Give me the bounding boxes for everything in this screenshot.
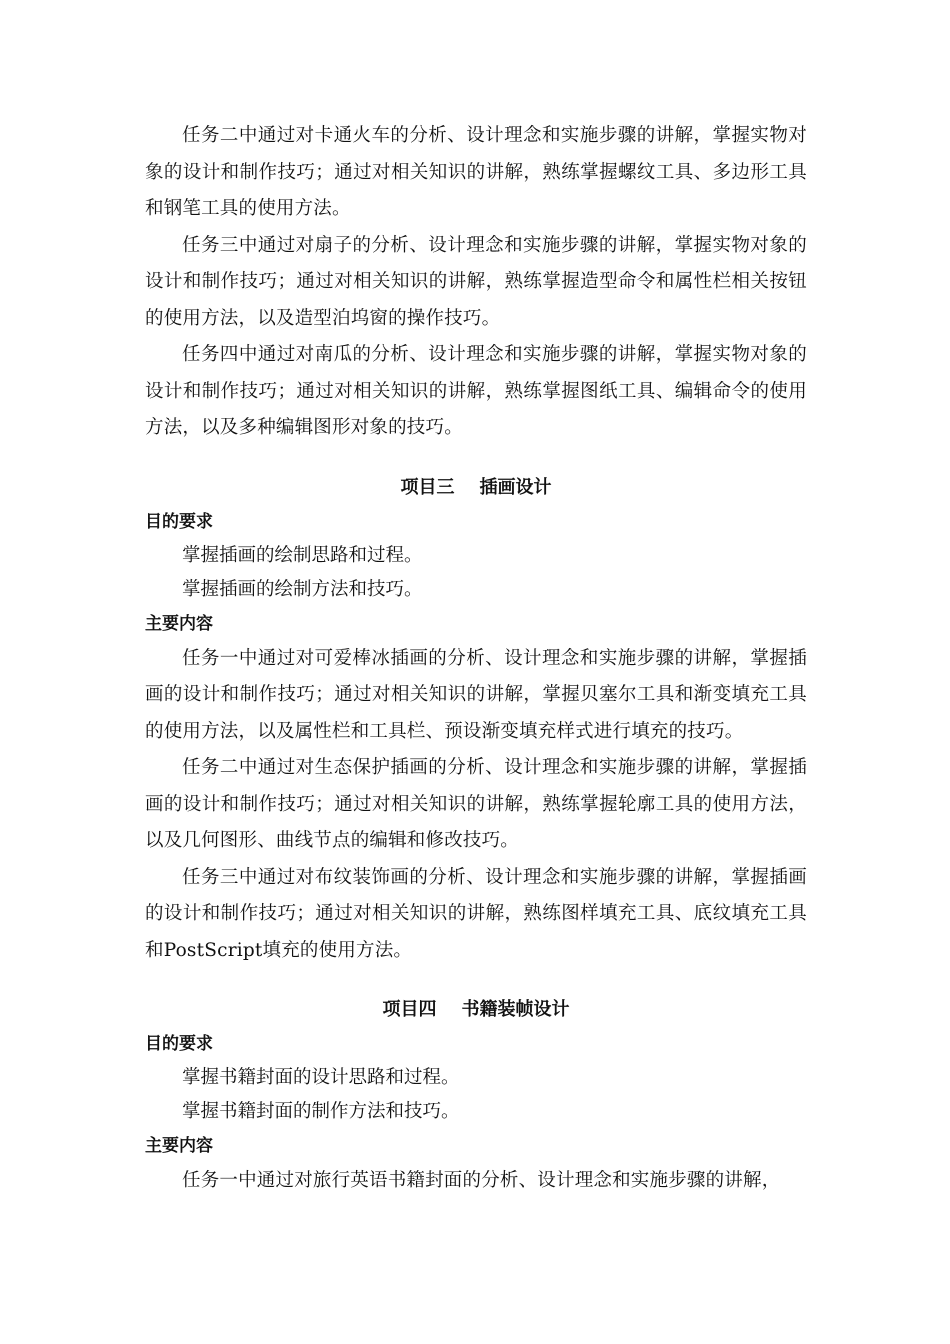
goal-item: 掌握书籍封面的设计思路和过程。: [182, 1067, 460, 1088]
project-three-section: [145, 471, 807, 970]
intro-paragraph: 任务二中通过对卡通火车的分析、设计理念和实施步骤的讲解，掌握实物对象的设计和制作技巧；通过对相关知识的讲解，熟练掌握螺纹工具、多边形工具和钢笔工具的使用方法。: [145, 125, 807, 219]
goal-heading: 目的要求: [145, 1034, 213, 1054]
task-paragraph: 任务一中通过对旅行英语书籍封面的分析、设计理念和实施步骤的讲解，: [182, 1170, 781, 1191]
project-three-title: 项目三 插画设计: [400, 476, 552, 498]
task-paragraph: 任务三中通过对布纹装饰画的分析、设计理念和实施步骤的讲解，掌握插画的设计和制作技巧；通过对相关知识的讲解，熟练图样填充工具、底纹填充工具和PostScript填充的使用方法。: [145, 866, 807, 961]
intro-paragraph: 任务四中通过对南瓜的分析、设计理念和实施步骤的讲解，掌握实物对象的设计和制作技巧；通过对相关知识的讲解，熟练掌握图纸工具、编辑命令的使用方法，以及多种编辑图形对象的技巧。: [145, 344, 807, 438]
content-heading: 主要内容: [145, 1136, 213, 1156]
content-heading: 主要内容: [145, 613, 213, 634]
goal-item: 掌握书籍封面的制作方法和技巧。: [182, 1101, 460, 1122]
document-body: [145, 118, 807, 1200]
goal-heading: 目的要求: [145, 511, 213, 532]
intro-paragraph: 任务三中通过对扇子的分析、设计理念和实施步骤的讲解，掌握实物对象的设计和制作技巧；通过对相关知识的讲解，熟练掌握造型命令和属性栏相关按钮的使用方法，以及造型泊坞窗的操作技巧。: [145, 234, 807, 329]
goal-item: 掌握插画的绘制思路和过程。: [182, 544, 423, 566]
project-four-title: 项目四 书籍装帧设计: [382, 999, 570, 1020]
task-paragraph: 任务一中通过对可爱棒冰插画的分析、设计理念和实施步骤的讲解，掌握插画的设计和制作技巧；通过对相关知识的讲解，掌握贝塞尔工具和渐变填充工具的使用方法，以及属性栏和工具栏、预设渐变填充样式进行填充的技巧。: [145, 647, 807, 742]
project-four-section: [145, 993, 807, 1200]
task-paragraph: 任务二中通过对生态保护插画的分析、设计理念和实施步骤的讲解，掌握插画的设计和制作技巧；通过对相关知识的讲解，熟练掌握轮廓工具的使用方法，以及几何图形、曲线节点的编辑和修改技巧。: [145, 757, 807, 851]
goal-item: 掌握插画的绘制方法和技巧。: [182, 578, 423, 600]
